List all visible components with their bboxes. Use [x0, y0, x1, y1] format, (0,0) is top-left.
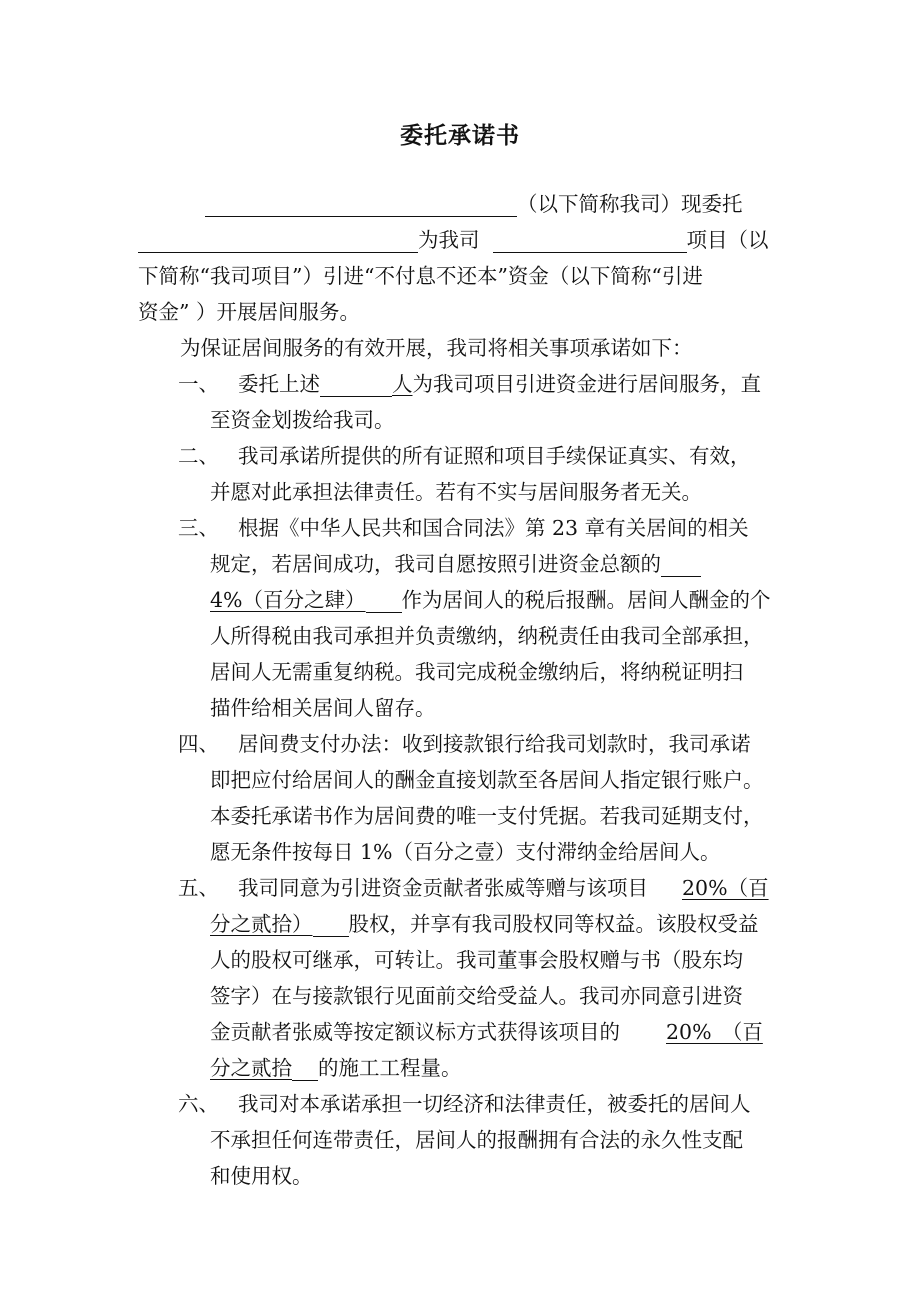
- commission-rate-tail: [366, 588, 402, 613]
- item-6-line-3: 和使用权。: [210, 1164, 313, 1188]
- commission-blank[interactable]: [661, 552, 701, 577]
- item-4-line-4: 愿无条件按每日 1%（百分之壹）支付滞纳金给居间人。: [210, 840, 721, 864]
- item-1-line-2: 至资金划拨给我司。: [210, 408, 395, 432]
- item-5-line-2: 分之贰拾） 股权，并享有我司股权同等权益。该股权受益: [210, 912, 759, 936]
- item-number-4: 四、: [178, 732, 219, 756]
- agent-name-blank[interactable]: [138, 228, 418, 253]
- project-name-blank[interactable]: [493, 228, 687, 253]
- equity-rate: 20%（百: [682, 876, 769, 900]
- equity-rate-tail: [313, 912, 349, 937]
- company-name-blank[interactable]: [205, 192, 517, 217]
- item-3-line-3: 4%（百分之肆） 作为居间人的税后报酬。居间人酬金的个: [210, 588, 771, 612]
- item-number-5: 五、: [178, 876, 219, 900]
- item-4-line-2: 即把应付给居间人的酬金直接划款至各居间人指定银行账户。: [210, 768, 764, 792]
- item-3-line-2: 规定，若居间成功，我司自愿按照引进资金总额的: [210, 546, 701, 582]
- item-3-line-4: 人所得税由我司承担并负责缴纳，纳税责任由我司全部承担，: [210, 624, 764, 648]
- item-6-line-1: 我司对本承诺承担一切经济和法律责任，被委托的居间人: [238, 1092, 751, 1116]
- intro-line-2: 为我司 项目（以: [138, 222, 769, 258]
- item-number-2: 二、: [178, 444, 219, 468]
- item-number-3: 三、: [178, 516, 219, 540]
- document-title: 委托承诺书: [400, 123, 520, 149]
- item-number-6: 六、: [178, 1092, 219, 1116]
- construction-rate: 20% （百: [666, 1020, 763, 1044]
- item-1-line-1: 委托上述 人为我司项目引进资金进行居间服务，直: [238, 372, 761, 396]
- item-3-line-1: 根据《中华人民共和国合同法》第 23 章有关居间的相关: [238, 516, 749, 540]
- item-5-line-3: 人的股权可继承，可转让。我司董事会股权赠与书（股东均: [210, 948, 743, 972]
- item-4-line-3: 本委托承诺书作为居间费的唯一支付凭据。若我司延期支付，: [210, 804, 764, 828]
- agent-count-blank[interactable]: [320, 372, 392, 397]
- construction-rate-words: 分之贰拾: [210, 1056, 292, 1080]
- item-5-line-6: 分之贰拾 的施工工程量。: [210, 1056, 462, 1080]
- intro-line-5: 为保证居间服务的有效开展，我司将相关事项承诺如下：: [180, 336, 693, 360]
- item-5-line-4: 签字）在与接款银行见面前交给受益人。我司亦同意引进资: [210, 984, 743, 1008]
- intro-line-3: 下简称“我司项目”）引进“不付息不还本”资金（以下简称“引进: [138, 264, 703, 288]
- commission-rate: 4%（百分之肆）: [210, 588, 366, 612]
- construction-rate-tail: [292, 1056, 318, 1081]
- item-2-line-1: 我司承诺所提供的所有证照和项目手续保证真实、有效，: [238, 444, 751, 468]
- item-5-line-1: 我司同意为引进资金贡献者张威等赠与该项目 20%（百: [238, 876, 769, 900]
- item-3-line-5: 居间人无需重复纳税。我司完成税金缴纳后，将纳税证明扫: [210, 660, 743, 684]
- intro-line-4: 资金” ）开展居间服务。: [138, 300, 360, 324]
- item-5-line-5: 金贡献者张威等按定额议标方式获得该项目的 20% （百: [210, 1020, 763, 1044]
- equity-rate-words: 分之贰拾）: [210, 912, 313, 936]
- item-6-line-2: 不承担任何连带责任，居间人的报酬拥有合法的永久性支配: [210, 1128, 743, 1152]
- item-number-1: 一、: [178, 372, 219, 396]
- item-3-line-6: 描件给相关居间人留存。: [210, 696, 436, 720]
- intro-line-1: （以下简称我司）现委托: [205, 186, 743, 222]
- item-2-line-2: 并愿对此承担法律责任。若有不实与居间服务者无关。: [210, 480, 702, 504]
- item-4-line-1: 居间费支付办法：收到接款银行给我司划款时，我司承诺: [238, 732, 751, 756]
